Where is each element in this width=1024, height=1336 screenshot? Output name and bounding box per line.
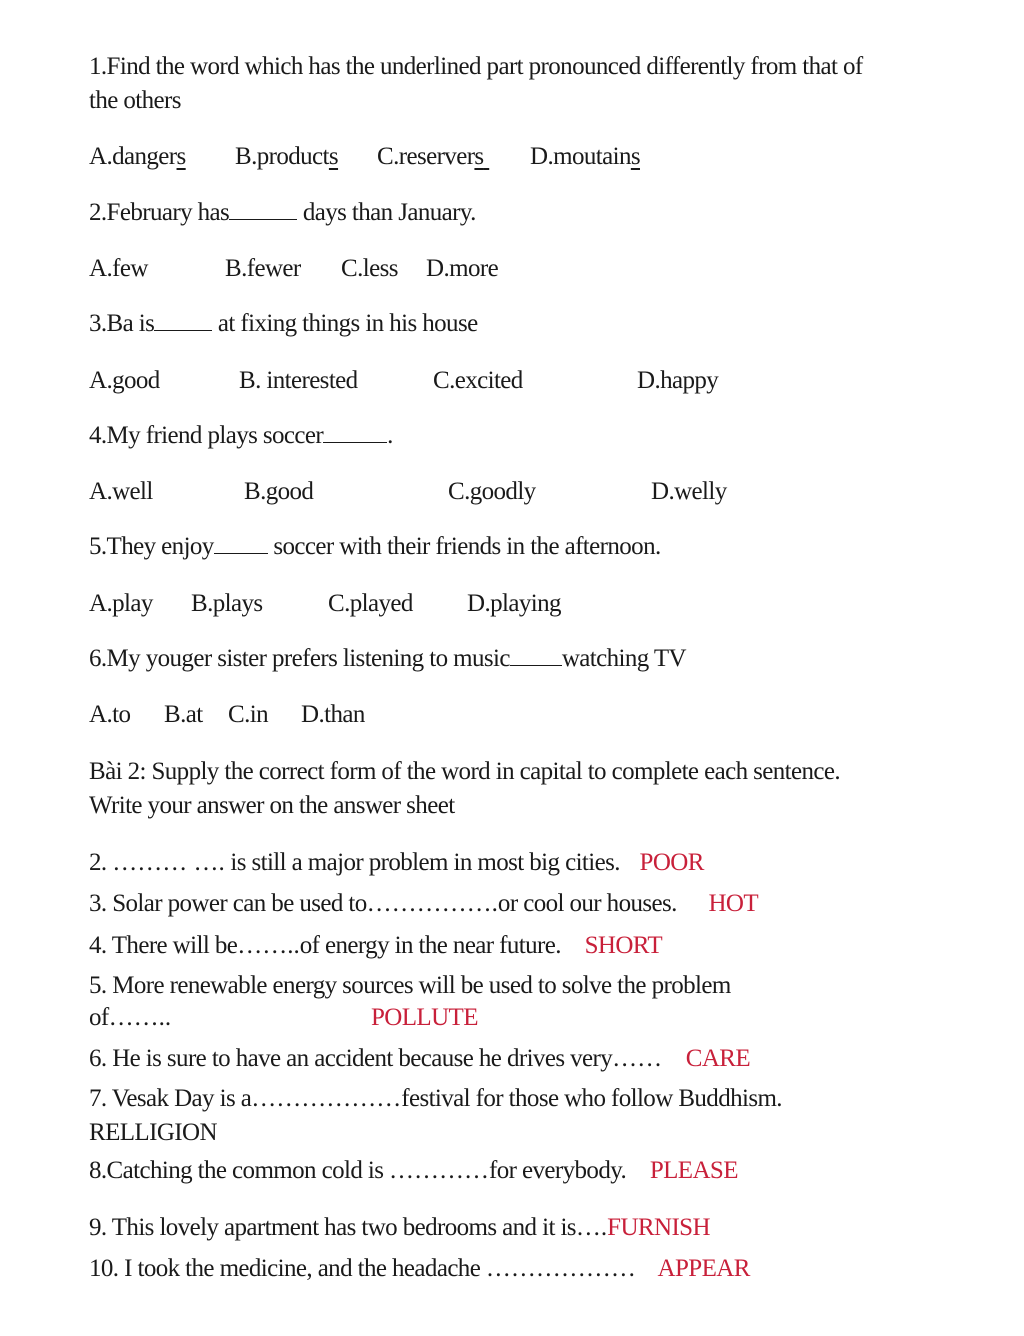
capital-word: APPEAR [657, 1255, 750, 1282]
q6-option-a[interactable]: A.to [89, 701, 131, 728]
q4-option-a[interactable]: A.well [89, 478, 153, 505]
q3-option-c[interactable]: C.excited [433, 367, 523, 394]
answer-blank[interactable]: ……………. [366, 890, 498, 917]
q5-option-d[interactable]: D.playing [467, 590, 561, 617]
q3-option-b[interactable]: B. interested [239, 367, 358, 394]
capital-word: FURNISH [607, 1214, 710, 1241]
q1-option-a[interactable]: A.dangers [89, 143, 186, 170]
q5-option-b[interactable]: B.plays [191, 590, 263, 617]
q2-option-c[interactable]: C.less [341, 255, 398, 282]
exercise-item-2: 2. ……… …. is still a major problem in most big cities. POOR [89, 849, 704, 876]
q2-option-a[interactable]: A.few [89, 255, 148, 282]
exercise-item-9: 9. This lovely apartment has two bedrooms and it is….FURNISH [89, 1214, 710, 1241]
q4-option-c[interactable]: C.goodly [448, 478, 536, 505]
q1-prompt-line2: the others [89, 87, 181, 114]
q6-option-c[interactable]: C.in [228, 701, 268, 728]
q1-option-c[interactable]: C.reservers [377, 143, 484, 170]
part2-heading-line1: Bài 2: Supply the correct form of the word in capital to complete each sentence. [89, 758, 841, 785]
capital-word: PLEASE [649, 1157, 738, 1184]
exercise-item-7-capital-word: RELLIGION [89, 1119, 217, 1146]
q2-option-d[interactable]: D.more [426, 255, 499, 282]
exercise-item-3: 3. Solar power can be used to…………….or cool our houses. HOT [89, 890, 759, 917]
q3-blank [154, 308, 212, 331]
q4-prompt: 4.My friend plays soccer . [89, 422, 393, 449]
exercise-item-8: 8.Catching the common cold is …………for everybody. PLEASE [89, 1157, 738, 1184]
q1-option-b[interactable]: B.products [235, 143, 339, 170]
answer-blank[interactable]: …….. [237, 932, 300, 959]
q3-option-a[interactable]: A.good [89, 367, 160, 394]
answer-blank[interactable]: …… [612, 1045, 663, 1072]
q5-option-c[interactable]: C.played [328, 590, 413, 617]
capital-word: HOT [708, 890, 759, 917]
q6-prompt: 6.My youger sister prefers listening to music watching TV [89, 645, 687, 672]
q4-option-d[interactable]: D.welly [651, 478, 727, 505]
exercise-item-5-line2: of…….. POLLUTE [89, 1001, 171, 1035]
capital-word: POOR [639, 849, 704, 876]
exercise-item-4: 4. There will be……..of energy in the near future. SHORT [89, 932, 663, 959]
answer-blank[interactable]: ………… [389, 1157, 490, 1184]
answer-blank[interactable]: …….. [108, 1004, 172, 1031]
exercise-item-7: 7. Vesak Day is a………………festival for those who follow Buddhism. [89, 1085, 782, 1112]
q6-option-b[interactable]: B.at [164, 701, 203, 728]
q5-option-a[interactable]: A.play [89, 590, 153, 617]
q4-blank [323, 420, 387, 443]
exercise-item-6: 6. He is sure to have an accident because he drives very…… CARE [89, 1045, 751, 1072]
answer-blank[interactable]: …. [575, 1214, 608, 1241]
exercise-item-10: 10. I took the medicine, and the headache ……………… APPEAR [89, 1255, 750, 1282]
capital-word: POLLUTE [371, 1004, 478, 1031]
q3-prompt: 3.Ba is at fixing things in his house [89, 310, 478, 337]
q2-blank [229, 197, 297, 220]
part2-heading-line2: Write your answer on the answer sheet [89, 792, 455, 819]
answer-blank[interactable]: ……………… [251, 1085, 402, 1112]
q4-option-b[interactable]: B.good [244, 478, 314, 505]
q1-option-d[interactable]: D.moutains [530, 143, 640, 170]
q5-blank [214, 531, 268, 554]
capital-word: SHORT [584, 932, 663, 959]
q6-blank [510, 643, 562, 666]
answer-blank[interactable]: ……………… [485, 1255, 636, 1282]
capital-word: CARE [685, 1045, 751, 1072]
q2-prompt: 2.February has days than January. [89, 199, 476, 226]
q3-option-d[interactable]: D.happy [637, 367, 719, 394]
q2-option-b[interactable]: B.fewer [225, 255, 301, 282]
q1-prompt-line1: 1.Find the word which has the underlined part pronounced differently from that of [89, 53, 863, 80]
q6-option-d[interactable]: D.than [301, 701, 365, 728]
answer-blank[interactable]: ……… …. [112, 849, 225, 876]
exercise-item-5-line1: 5. More renewable energy sources will be used to solve the problem [89, 972, 731, 999]
q5-prompt: 5.They enjoy soccer with their friends in the afternoon. [89, 533, 661, 560]
